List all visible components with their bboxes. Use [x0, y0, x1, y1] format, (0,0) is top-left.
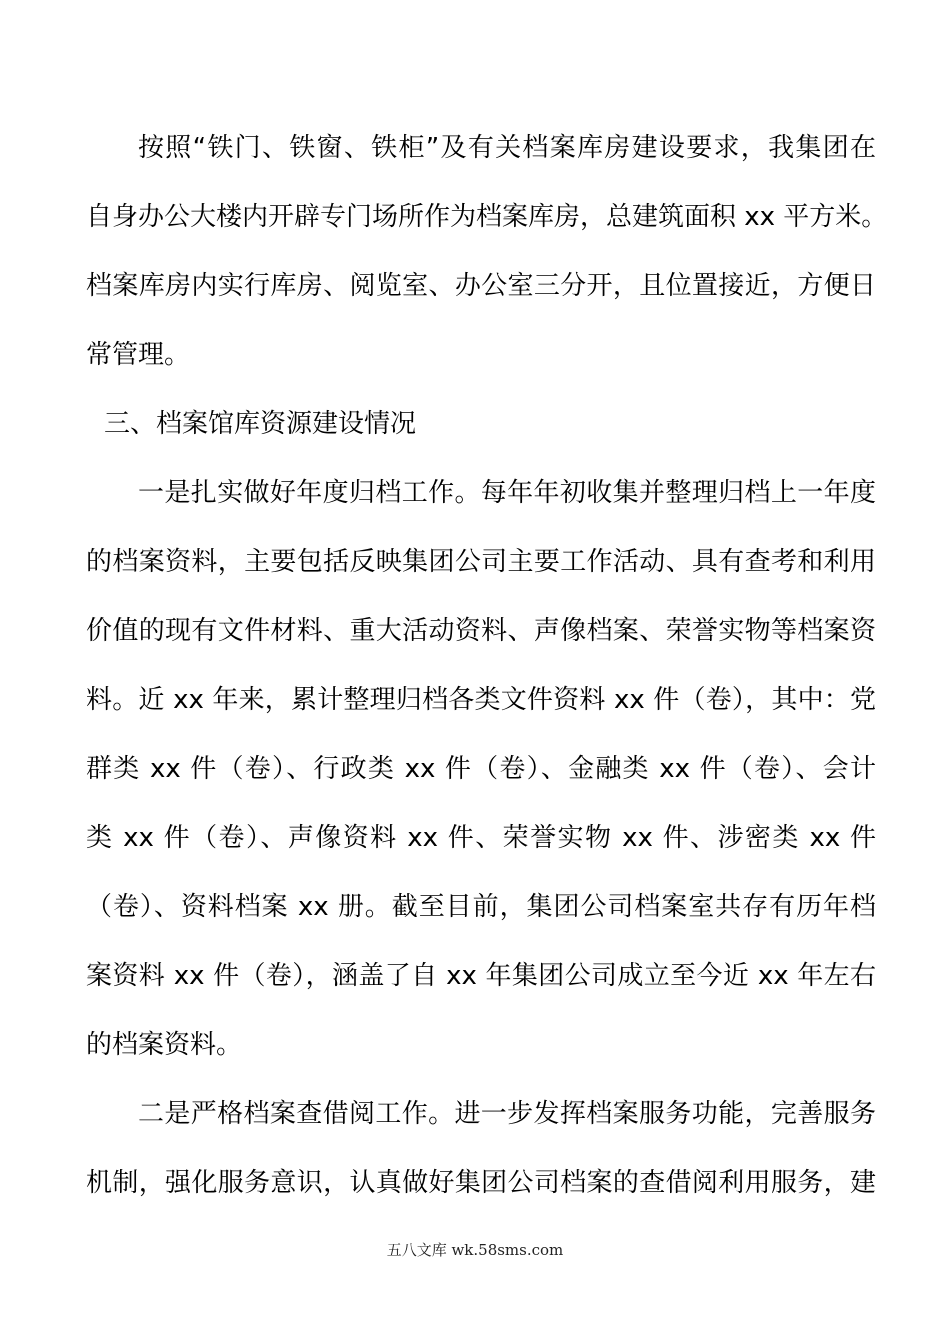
paragraph-line: 料。近 xx 年来，累计整理归档各类文件资料 xx 件（卷），其中：党 [86, 685, 876, 715]
paragraph-line: （卷）、资料档案 xx 册。截至目前，集团公司档案室共存有历年档 [86, 892, 876, 922]
footer-watermark: 五八文库 wk.58sms.com [386, 1241, 564, 1259]
paragraph-line: 群类 xx 件（卷）、行政类 xx 件（卷）、金融类 xx 件（卷）、会计 [86, 754, 876, 784]
paragraph-line: 二是严格档案查借阅工作。进一步发挥档案服务功能，完善服务 [138, 1099, 876, 1129]
paragraph-line: 类 xx 件（卷）、声像资料 xx 件、荣誉实物 xx 件、涉密类 xx 件 [86, 823, 876, 853]
paragraph-line: 自身办公大楼内开辟专门场所作为档案库房，总建筑面积 xx 平方米。 [86, 202, 888, 232]
paragraph-line: 的档案资料。 [86, 1030, 243, 1060]
paragraph-line: 机制，强化服务意识，认真做好集团公司档案的查借阅利用服务，建 [86, 1168, 876, 1198]
paragraph-line: 按照“铁门、铁窗、铁柜”及有关档案库房建设要求，我集团在 [138, 133, 876, 163]
paragraph-line: 常管理。 [86, 340, 191, 370]
paragraph-line: 的档案资料，主要包括反映集团公司主要工作活动、具有查考和利用 [86, 547, 876, 577]
section-heading: 三、档案馆库资源建设情况 [104, 409, 417, 439]
paragraph-line: 档案库房内实行库房、阅览室、办公室三分开，且位置接近，方便日 [86, 271, 876, 301]
paragraph-line: 价值的现有文件材料、重大活动资料、声像档案、荣誉实物等档案资 [86, 616, 876, 646]
paragraph-line: 一是扎实做好年度归档工作。每年年初收集并整理归档上一年度 [138, 478, 876, 508]
paragraph-line: 案资料 xx 件（卷），涵盖了自 xx 年集团公司成立至今近 xx 年左右 [86, 961, 876, 991]
